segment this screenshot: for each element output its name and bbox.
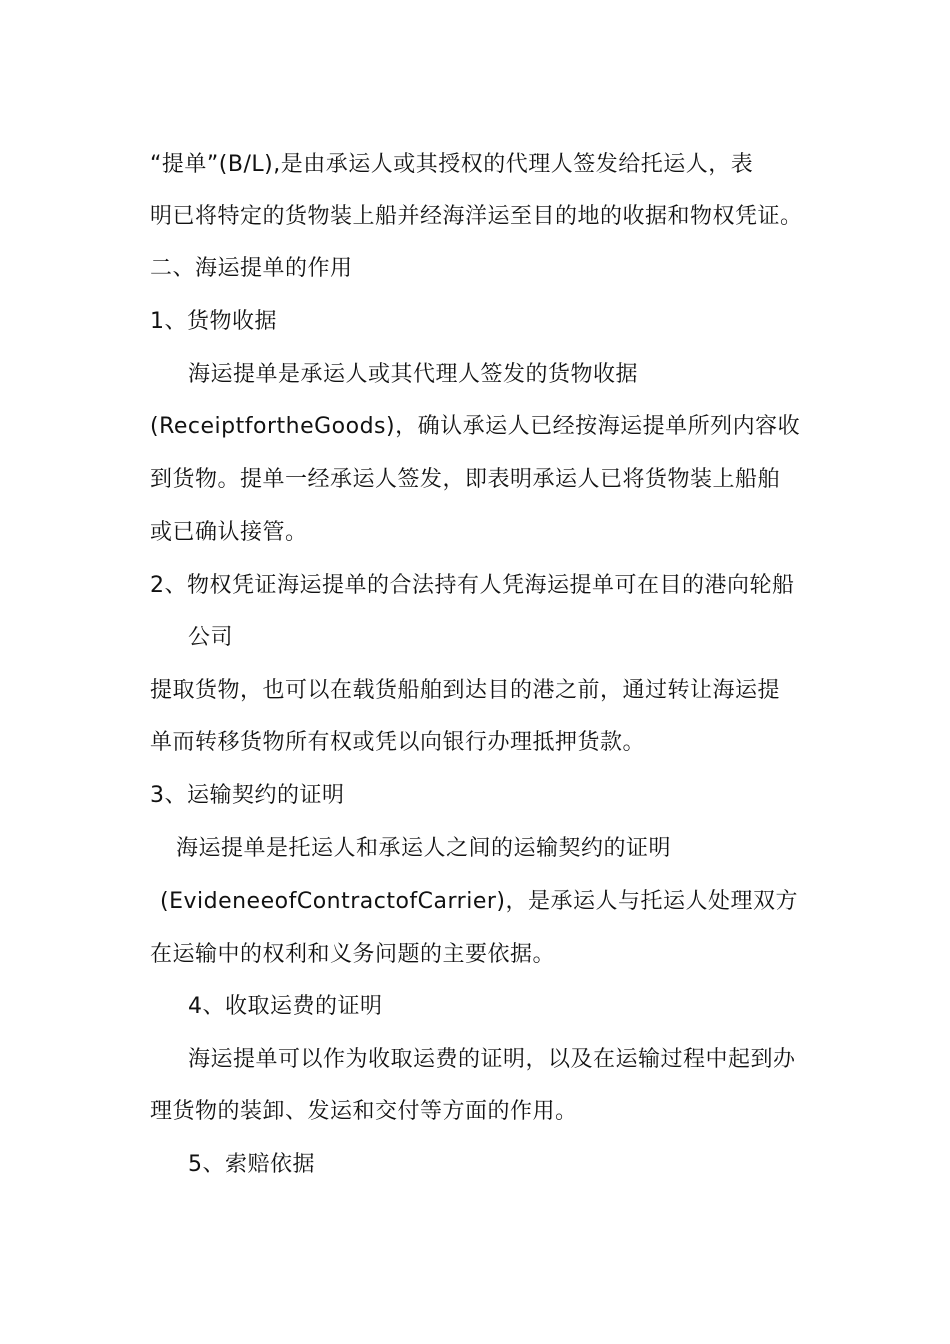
text-line-16: 在运输中的权利和义务问题的主要依据。 <box>150 942 556 967</box>
text-line-19: 理货物的装卸、发运和交付等方面的作用。 <box>150 1099 578 1124</box>
text-line-18: 海运提单可以作为收取运费的证明，以及在运输过程中起到办 <box>188 1047 796 1072</box>
subheading-4: 4、收取运费的证明 <box>188 994 383 1019</box>
text-line-12: 单而转移货物所有权或凭以向银行办理抵押货款。 <box>150 730 646 755</box>
text-line-6: (ReceiptfortheGoods)，确认承运人已经按海运提单所列内容收 <box>150 414 801 439</box>
text-line-7: 到货物。提单一经承运人签发，即表明承运人已将货物装上船舶 <box>150 467 781 492</box>
section-heading: 二、海运提单的作用 <box>150 256 353 281</box>
text-line-1: “提单”(B/L),是由承运人或其授权的代理人签发给托运人，表 <box>150 152 754 177</box>
text-line-2: 明已将特定的货物装上船并经海洋运至目的地的收据和物权凭证。 <box>150 204 803 229</box>
subheading-1: 1、货物收据 <box>150 309 277 334</box>
subheading-2: 2、物权凭证海运提单的合法持有人凭海运提单可在目的港向轮船 <box>150 573 795 598</box>
text-line-14: 海运提单是托运人和承运人之间的运输契约的证明 <box>176 836 672 861</box>
subheading-3: 3、运输契约的证明 <box>150 783 345 808</box>
text-line-10: 公司 <box>188 625 234 650</box>
text-line-15: (EvideneeofContractofCarrier)，是承运人与托运人处理双方 <box>160 889 798 914</box>
text-line-5: 海运提单是承运人或其代理人签发的货物收据 <box>188 362 639 387</box>
text-line-8: 或已确认接管。 <box>150 520 308 545</box>
text-line-11: 提取货物，也可以在载货船舶到达目的港之前，通过转让海运提 <box>150 678 781 703</box>
subheading-5: 5、索赔依据 <box>188 1152 315 1177</box>
